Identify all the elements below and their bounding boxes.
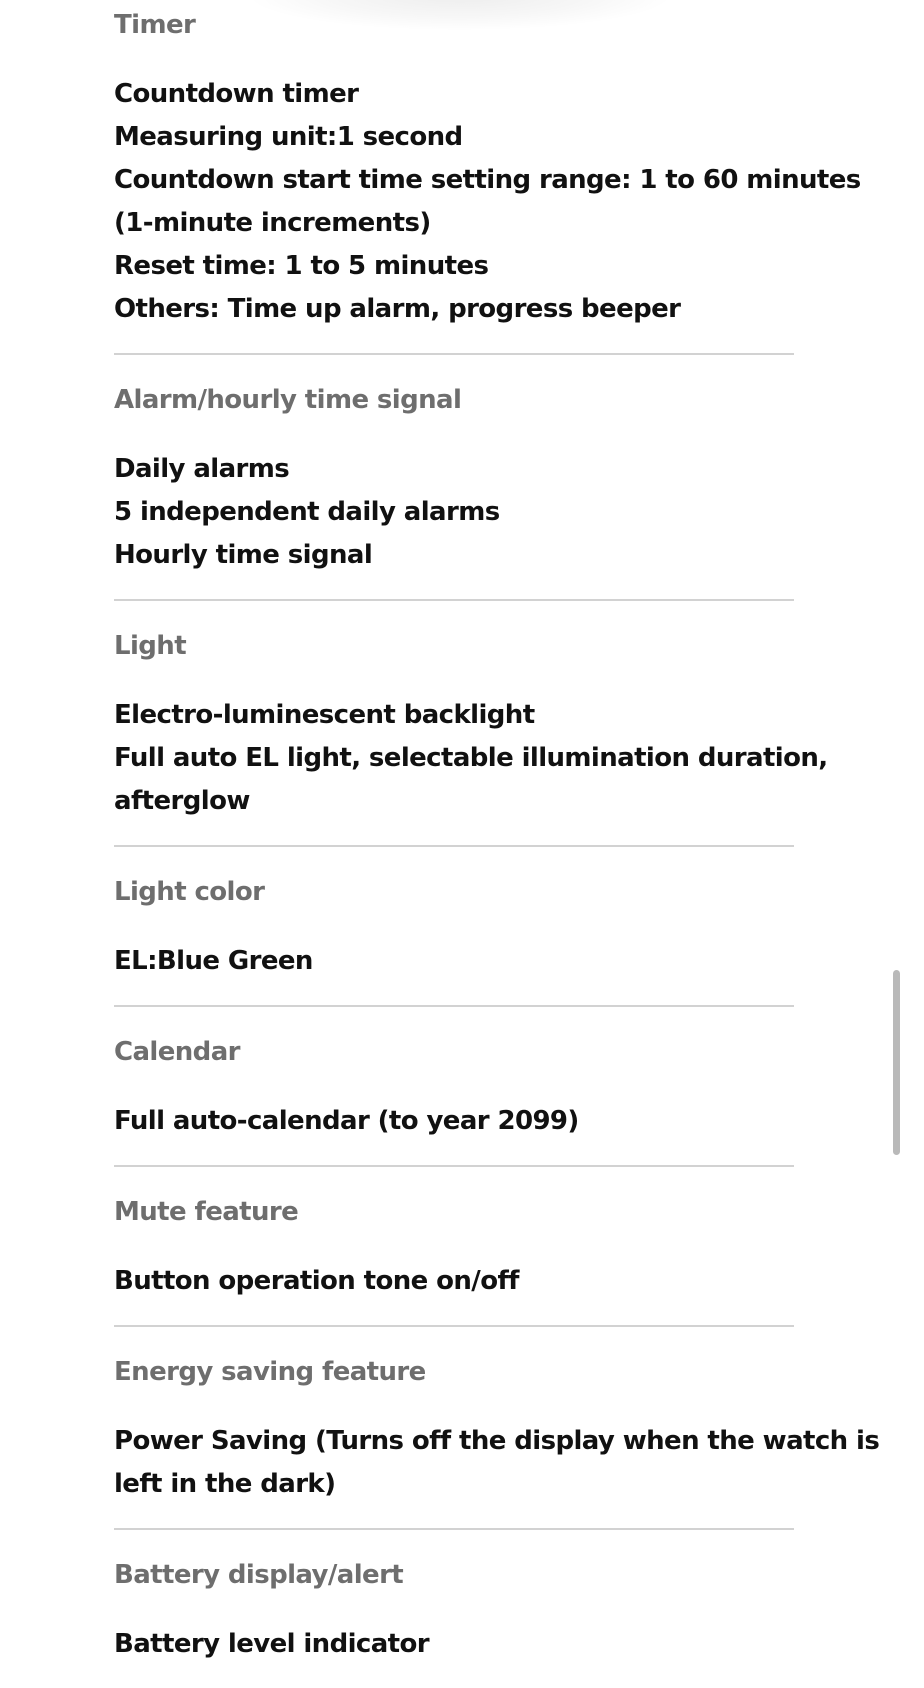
section-lines bbox=[114, 940, 794, 983]
section-heading: Energy saving feature bbox=[114, 1357, 426, 1387]
section-heading: Timer bbox=[114, 10, 196, 40]
spec-section-calendar bbox=[114, 1035, 794, 1167]
section-heading: Battery display/alert bbox=[114, 1560, 404, 1590]
spec-line: Hourly time signal bbox=[114, 540, 373, 570]
spec-line: Full auto-calendar (to year 2099) bbox=[114, 1106, 579, 1136]
spec-section-light bbox=[114, 629, 828, 847]
spec-line: Others: Time up alarm, progress beeper bbox=[114, 294, 681, 324]
section-lines bbox=[114, 1420, 880, 1506]
vertical-scrollbar[interactable] bbox=[893, 970, 900, 1155]
section-lines bbox=[114, 1260, 794, 1303]
spec-line: Power Saving (Turns off the display when the watch is bbox=[114, 1426, 880, 1456]
spec-line: 5 independent daily alarms bbox=[114, 497, 500, 527]
spec-line: left in the dark) bbox=[114, 1469, 336, 1499]
section-heading: Alarm/hourly time signal bbox=[114, 385, 462, 415]
spec-line: Countdown timer bbox=[114, 79, 359, 109]
spec-section-mute bbox=[114, 1195, 794, 1327]
spec-section-energy-saving bbox=[114, 1355, 880, 1530]
spec-section-light-color bbox=[114, 875, 794, 1007]
spec-section-battery bbox=[114, 1558, 794, 1688]
section-lines bbox=[114, 694, 828, 823]
spec-list bbox=[114, 0, 880, 1688]
spec-line: Measuring unit:1 second bbox=[114, 122, 463, 152]
section-lines bbox=[114, 1100, 794, 1143]
spec-line: Button operation tone on/off bbox=[114, 1266, 519, 1296]
spec-line: EL:Blue Green bbox=[114, 946, 313, 976]
spec-line: Countdown start time setting range: 1 to 60 minutes bbox=[114, 165, 861, 195]
section-heading: Light bbox=[114, 631, 187, 661]
spec-line: afterglow bbox=[114, 786, 250, 816]
section-heading: Mute feature bbox=[114, 1197, 299, 1227]
section-lines bbox=[114, 1623, 794, 1666]
spec-line: Reset time: 1 to 5 minutes bbox=[114, 251, 489, 281]
spec-line: Daily alarms bbox=[114, 454, 290, 484]
section-heading: Light color bbox=[114, 877, 265, 907]
spec-section-alarm bbox=[114, 383, 794, 601]
spec-line: Electro-luminescent backlight bbox=[114, 700, 535, 730]
spec-line: Full auto EL light, selectable illumination duration, bbox=[114, 743, 828, 773]
spec-line: (1-minute increments) bbox=[114, 208, 431, 238]
spec-line: Battery level indicator bbox=[114, 1629, 429, 1659]
section-lines bbox=[114, 448, 794, 577]
section-heading: Calendar bbox=[114, 1037, 240, 1067]
spec-section-timer bbox=[114, 8, 861, 355]
section-lines bbox=[114, 73, 861, 331]
